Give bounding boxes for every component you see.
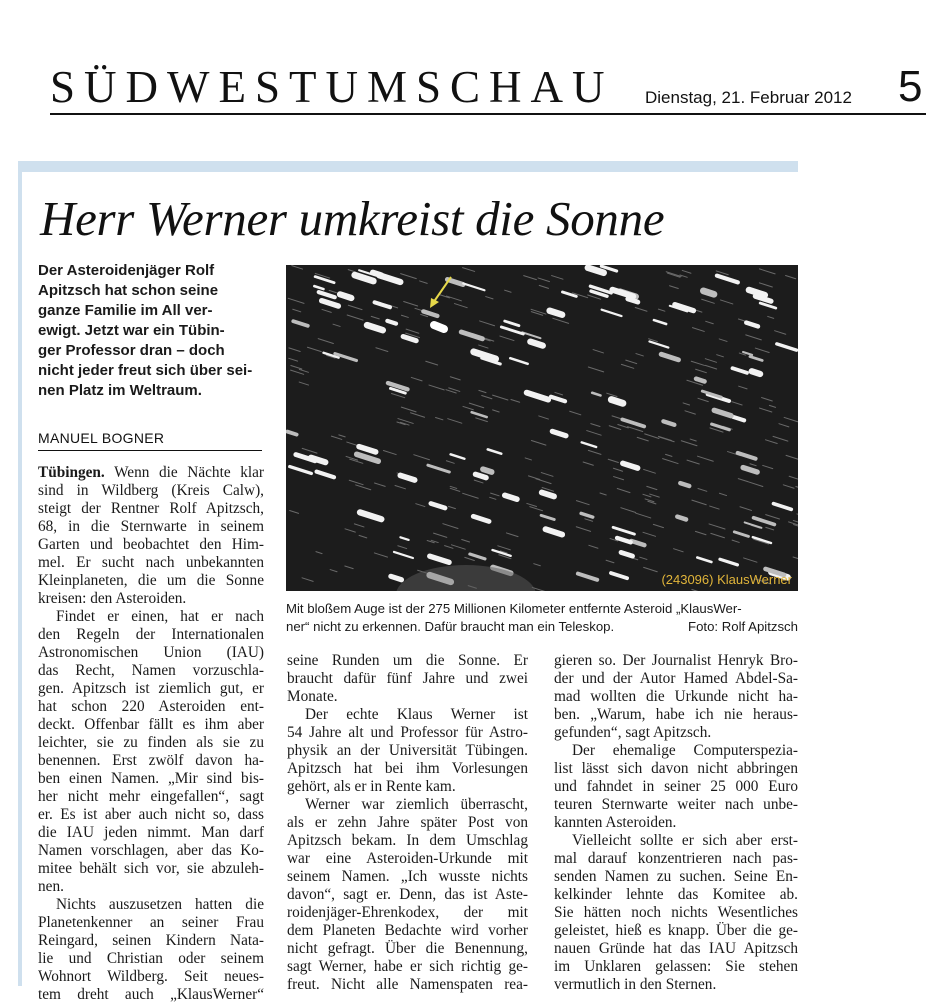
star-trail	[505, 495, 517, 499]
lead-line: ger Professor dran – doch	[38, 342, 225, 359]
body-line: deckt. Offenbar fällt es ihm aber	[38, 716, 264, 733]
body-line: Wohnort Wildberg. Seit neues-	[38, 968, 264, 985]
body-line: roidenjäger-Ehrenkodex, der mit	[287, 904, 528, 921]
body-line: dem Planeten Bedachte wird vorher	[287, 922, 528, 939]
body-line: kreisen: den Asteroiden.	[38, 590, 187, 607]
caption-line: ner“ nicht zu erkennen. Dafür braucht man ein Teleskop. Foto: Rolf Apitzsch	[286, 619, 798, 634]
headline: Herr Werner umkreist die Sonne	[40, 191, 665, 246]
star-trail	[542, 492, 554, 496]
body-line: Astronomischen Union (IAU)	[38, 644, 264, 661]
photo-caption	[286, 600, 798, 636]
asteroid-mark	[434, 325, 444, 329]
masthead-date: Dienstag, 21. Februar 2012	[645, 88, 852, 107]
star-trail	[696, 379, 704, 382]
body-line: vermutlich in den Sternen.	[554, 976, 717, 993]
body-line: davon“, sagt er. Denn, das ist Aste-	[287, 886, 528, 903]
body-line: nicht gefragt. Über die Benennung,	[287, 940, 528, 957]
body-line: Findet er einen, hat er nach	[56, 608, 264, 625]
body-line: 54 Jahre alt und Professor für Astro-	[287, 724, 528, 741]
caption-line: Mit bloßem Auge ist der 275 Millionen Kilometer entfernte Asteroid „KlausWer-	[286, 601, 742, 616]
body-line: seine Runden um die Sonne. Er	[287, 652, 528, 669]
body-line: ben. „Warum, habe ich nie heraus-	[554, 706, 798, 723]
body-line: freut. Nicht alle Namenspaten rea-	[287, 976, 528, 993]
body-line: Tübingen. Wenn die Nächte klar	[38, 464, 264, 481]
body-line: Der echte Klaus Werner ist	[305, 706, 528, 723]
star-trail	[475, 474, 486, 477]
body-line: Namen vorschlagen, aber das Ko-	[38, 842, 264, 859]
body-line: Sie hätten noch nichts Wesentliches	[554, 904, 798, 921]
body-column-2	[287, 652, 528, 994]
asteroid-photo	[286, 265, 798, 591]
article-band-left	[18, 161, 22, 986]
lead-line: Apitzsch hat schon seine	[38, 282, 219, 299]
body-line: Apitzsch hat bei ihm Vorlesungen	[287, 760, 528, 777]
body-line: Nichts auszusetzen hatten die	[56, 896, 264, 913]
body-line: kannten Asteroiden.	[554, 814, 677, 831]
body-column-3	[554, 652, 798, 994]
star-trail	[703, 291, 714, 294]
lead-line: nicht jeder freut sich über sei-	[38, 362, 253, 379]
body-line: gen. Apitzsch ist ziemlich gut, er	[38, 680, 264, 697]
article-band-top	[18, 161, 798, 172]
body-line: Garten und beobachtet den Him-	[38, 536, 264, 553]
star-trail	[677, 517, 686, 520]
body-line: lie und Christian oder seinem	[38, 950, 264, 967]
body-line: war eine Asteroiden-Urkunde mit	[287, 850, 528, 867]
author-byline: MANUEL BOGNER	[38, 430, 165, 446]
body-line: gehört, als er in Rente kam.	[287, 778, 456, 795]
star-trail	[391, 576, 402, 579]
body-line: 68, in die Sternwarte in seinem	[38, 518, 264, 535]
body-line: sagt Werner, habe er sich richtig ge-	[287, 958, 528, 975]
body-line: Reingard, seinen Kindern Nata-	[38, 932, 264, 949]
star-trail	[752, 371, 760, 374]
body-line: nen.	[38, 878, 64, 895]
body-line: geleistet, hieß es knapp. Über die ge-	[554, 922, 798, 939]
star-trail	[611, 400, 623, 404]
body-line: mitee behält sich vor, sie abzuleh-	[38, 860, 264, 877]
body-line: Werner war ziemlich überrascht,	[305, 796, 528, 813]
lead-line: nen Platz im Weltraum.	[38, 382, 202, 399]
body-line: list lässt sich davon nicht abbringen	[554, 760, 798, 777]
star-trail	[550, 311, 562, 315]
body-line: steigt der Rentner Rolf Apitzsch,	[38, 500, 264, 517]
body-column-1	[38, 464, 264, 1004]
body-line: mad wollten die Urkunde nicht ha-	[554, 688, 798, 705]
lead-line: Der Asteroidenjäger Rolf	[38, 262, 215, 279]
body-line: im Unklaren gelassen: Sie stehen	[554, 958, 798, 975]
body-line: die IAU jeden nimmt. Man darf	[38, 824, 264, 841]
masthead-section-title: SÜDWESTUMSCHAU	[50, 62, 614, 112]
author-rule	[38, 450, 262, 451]
body-line: mel. Er sucht nach unbekannten	[38, 554, 264, 571]
star-trail	[483, 469, 492, 472]
body-line: her nicht mehr eingefallen“, sagt	[38, 788, 264, 805]
body-line: tem dreht auch „KlausWerner“	[38, 986, 264, 1003]
photo-overlay-label: (243096) KlausWerner	[661, 572, 792, 587]
body-line: Kleinplaneten, die um die Sonne	[38, 572, 264, 589]
masthead-rule	[50, 113, 926, 115]
body-line: braucht dafür fünf Jahre und zwei	[287, 670, 528, 687]
photo-credit: Foto: Rolf Apitzsch	[688, 619, 798, 634]
starfield-image	[286, 265, 798, 591]
body-line: er. Es ist aber auch nicht so, dass	[38, 806, 264, 823]
body-line: teuren Sternwarte weiter nach unbe-	[554, 796, 798, 813]
dateline: Tübingen.	[38, 464, 105, 481]
body-line: gieren so. Der Journalist Henryk Bro-	[554, 652, 798, 669]
body-line: Der ehemalige Computerspezia-	[572, 742, 798, 759]
page-number: 5	[898, 62, 923, 111]
star-trail	[387, 321, 396, 324]
body-line: Vielleicht sollte er sich aber erst-	[572, 832, 798, 849]
body-line: benennen. Erst zwölf davon ha-	[38, 752, 264, 769]
body-line: hat schon 220 Asteroiden ent-	[38, 698, 264, 715]
body-line: kelkinder lehnte das Komitee ab.	[554, 886, 798, 903]
lead-text	[38, 261, 266, 401]
star-trail	[530, 342, 542, 346]
body-line: den Regeln der Internationalen	[38, 626, 264, 643]
body-line: als er zehn Jahre später Post von	[287, 814, 528, 831]
body-line: leichter, sie zu finden als sie zu	[38, 734, 264, 751]
body-line: ben einen Namen. „Mir sind bis-	[38, 770, 264, 787]
body-line: seinem Namen. „Ich wusste nichts	[287, 868, 528, 885]
body-line: Planetenkenner an seiner Frau	[38, 914, 264, 931]
star-trail	[680, 483, 689, 486]
lead-line: ewigt. Jetzt war ein Tübin-	[38, 322, 225, 339]
body-line: physik an der Universität Tübingen.	[287, 742, 528, 759]
body-line: das Recht, Namen vorzuschla-	[38, 662, 264, 679]
body-line: senden Namen zu suchen. Seine En-	[554, 868, 798, 885]
body-line: Apitzsch bekam. In dem Umschlag	[287, 832, 528, 849]
body-line: nauen Gründe hat das IAU Apitzsch	[554, 940, 798, 957]
body-line: Monate.	[287, 688, 338, 705]
body-line: gefunden“, sagt Apitzsch.	[554, 724, 712, 741]
star-trail	[340, 294, 351, 298]
body-line: sind in Wildberg (Kreis Calw),	[38, 482, 264, 499]
body-line: der und der Autor Hamed Abdel-Sa-	[554, 670, 798, 687]
body-line: und fahndet in seiner 25 000 Euro	[554, 778, 798, 795]
body-line: mal darauf konzentrieren nach pas-	[554, 850, 798, 867]
lead-line: ganze Familie im All ver-	[38, 302, 213, 319]
